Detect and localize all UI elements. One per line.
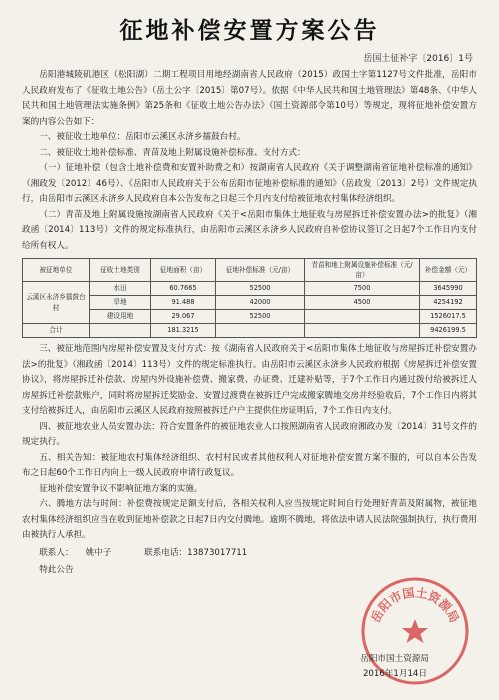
table-cell [305,310,420,324]
table-cell [305,324,420,338]
table-header-cell: 被征地单位 [23,259,90,282]
compensation-table [22,258,477,338]
table-cell: 4254192 [420,296,477,310]
table-total-row [23,324,477,338]
section-2-item-2: （二）青苗及地上附属设施按湖南省人民政府《关于<岳阳市集体土地征收与房屋拆迁补偿安置办法>的批复》（湘政函〔2014〕113号）文件的规定标准执行，由岳阳市云溪区永济乡人民政府自补偿协议签订之日起7个工作日内支付给所有权人。 [22,209,477,251]
table-cell: 4500 [305,296,420,310]
document-number: 岳国土征补字〔2016〕1号 [363,54,473,64]
table-row [23,310,477,324]
section-4: 四、被征地农业人员安置办法：符合安置条件的被征地农业人口按照湖南省人民政府湘政办发〔2014〕31号文件的规定执行。 [22,421,477,447]
table-cell: 3645990 [420,282,477,296]
contact-phone-label: 联系电话： [144,547,188,558]
table-cell: 建设用地 [90,310,151,324]
table-cell [90,324,151,338]
closing: 特此公告 [39,565,74,575]
table-row [23,282,477,296]
table-cell-unit: 云溪区永济乡擂鼓台村 [23,282,90,324]
intro-paragraph: 岳阳港城陵矶港区（松阳湖）二期工程项目用地经湖南省人民政府（2015）政国土字第1127号文件批准，岳阳市人民政府发布了《征收土地公告》（岳土公字〔2015〕第07号）。依据《中华人民共和国土地管理法》第48条、《中华人民共和国土地管理法实施条例》第25条和《征收土地公告办法》（国土资源部令第10号）等规定，现将征地补偿安置方案的内容公告如下： [22,70,477,127]
table-cell: 52500 [216,282,305,296]
page-title: 征地补偿安置方案公告 [119,18,380,44]
section-3: 三、被征地范围内房屋补偿安置及支付方式：按《湖南省人民政府关于<岳阳市集体土地征收与房屋拆迁补偿安置办法>的批复》（湘政函〔2014〕113号）文件的规定标准执行。由岳阳市云溪区永济乡人民政府根据《房屋拆迁补偿安置协议》，将房屋拆迁补偿款、房屋内外设施补偿费、搬家费、办证费、迁建补贴等，于7个工作日内通过拨付给被拆迁人房屋拆迁补偿款账户，同时将房屋拆迁奖励金、安置过渡费在被拆迁户完成搬家腾地交房并经验收后，7个工作日内将其支付给被拆迁人，由岳阳市云溪区人民政府按照被拆迁户户主提供住房证明后，7个工作日内支付。 [22,344,477,416]
table-cell [216,324,305,338]
table-cell: 1526017.5 [420,310,477,324]
issue-date: 2016年1月14日 [362,669,427,679]
section-6: 六、腾地方法与时间：补偿费按规定足额支付后，各相关权利人应当按规定时间自行处理好青苗及附属物，被征地农村集体经济组织应当在收到征地补偿款之日起7日内交付腾地。逾期不腾地，将依法申请人民法院强制执行，执行费用由被执行人承担。 [22,499,477,540]
section-1: 一、被征收土地单位：岳阳市云溪区永济乡擂鼓台村。 [39,132,246,142]
contact-phone: 13873017711 [187,547,248,558]
table-header-cell: 征地面积（亩） [151,259,216,282]
table-cell-total-area: 181.3215 [151,324,216,338]
table-cell-total-label: 合计 [23,324,90,338]
table-cell: 60.7665 [151,282,216,296]
table-cell: 91.488 [151,296,216,310]
table-header-cell: 征收土地类别 [90,259,151,282]
section-2-item-1: （一）征地补偿（包含土地补偿费和安置补助费之和）按湖南省人民政府《关于调整湖南省征地补偿标准的通知》（湘政发〔2012〕46号）、《岳阳市人民政府关于公布岳阳市征地补偿标准的通知》（岳政发〔2013〕2号）文件规定执行，由岳阳市云溪区永济乡人民政府自本公告发布之日起三个月内支付给被征地农村集体经济组织。 [22,163,477,204]
issuer: 岳阳市国土资源局 [360,654,429,664]
table-cell: 旱地 [90,296,151,310]
table-header-cell: 补偿金额（元） [420,259,477,282]
table-header-cell: 征地补偿标准（元/亩） [216,259,305,282]
contact-person: 姚中子 [85,547,112,558]
table-row [23,296,477,310]
table-header-cell: 青苗和地上附属设施补偿标准（元/亩） [305,259,420,282]
svg-text:岳阳市国土资源局: 岳阳市国土资源局 [368,585,462,625]
table-cell: 7500 [305,282,420,296]
table-header-row [23,259,477,282]
table-cell-total-amount: 9426199.5 [420,324,477,338]
table-cell: 52500 [216,310,305,324]
table-cell: 42000 [216,296,305,310]
table-cell: 水田 [90,282,151,296]
section-5-note: 征地补偿安置争议不影响征地方案的实施。 [39,483,203,494]
table-cell: 29.067 [151,310,216,324]
section-5: 五、相关告知：被征地农村集体经济组织、农村村民或者其他权利人对征地补偿安置方案不服的，可以自本公告发布之日起60个工作日内向上一级人民政府申请行政复议。 [22,452,477,478]
contact-person-label: 联系人： [39,547,74,558]
contact-line [22,546,477,562]
section-2-heading: 二、被征收土地补偿标准、青苗及地上附属设施补偿标准、支付方式： [39,147,306,158]
